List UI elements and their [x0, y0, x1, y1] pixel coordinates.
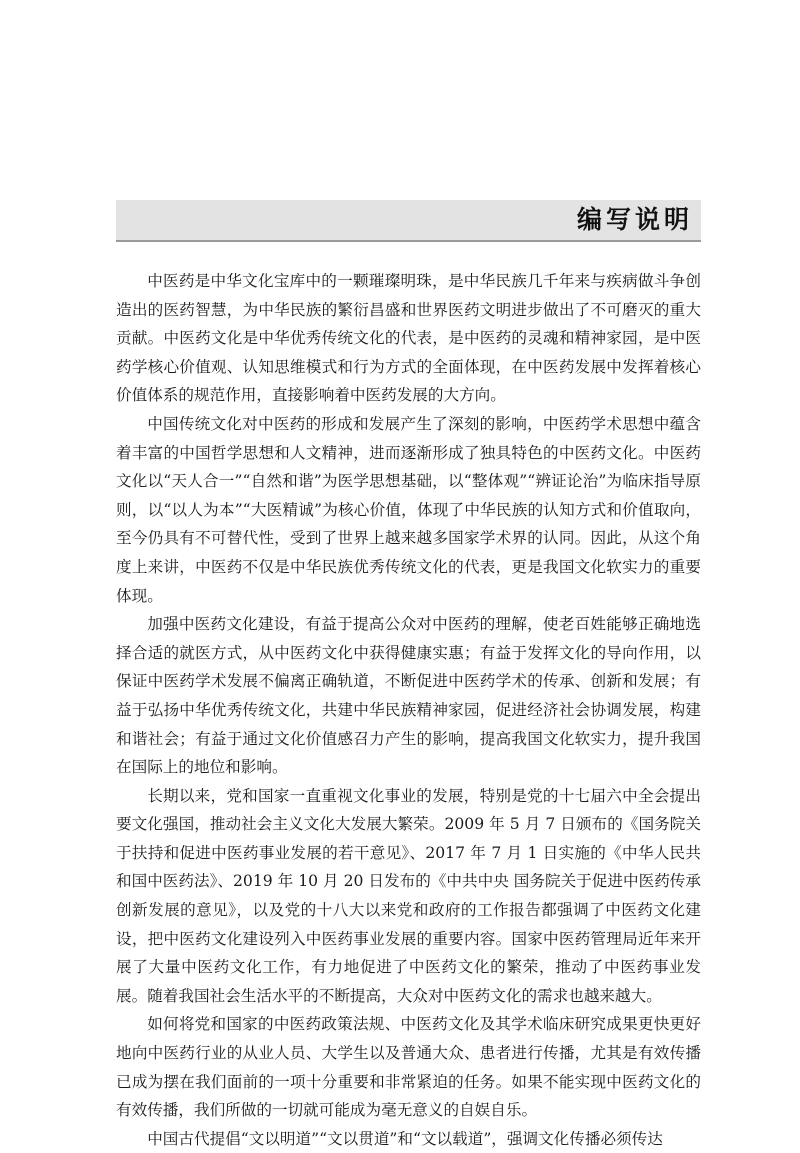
body-text	[116, 267, 701, 1153]
page-title: 编写说明	[576, 205, 693, 234]
paragraph: 如何将党和国家的中医药政策法规、中医药文化及其学术临床研究成果更快更好地向中医药行业的从业人员、大学生以及普通大众、患者进行传播，尤其是有效传播已成为摆在我们面前的一项十分重要和非常紧迫的任务。如果不能实现中医药文化的有效传播，我们所做的一切就可能成为毫无意义的自娱自乐。	[116, 1015, 701, 1120]
paragraph: 加强中医药文化建设，有益于提高公众对中医药的理解，使老百姓能够正确地选择合适的就医方式，从中医药文化中获得健康实惠；有益于发挥文化的导向作用，以保证中医药学术发展不偏离正确轨道，不断促进中医药学术的传承、创新和发展；有益于弘扬中华优秀传统文化，共建中华民族精神家园，促进经济社会协调发展，构建和谐社会；有益于通过文化价值感召力产生的影响，提高我国文化软实力，提升我国在国际上的地位和影响。	[116, 615, 701, 777]
paragraph: 中国古代提倡“文以明道”“文以贯道”和“文以载道”，强调文化传播必须传达	[147, 1129, 663, 1148]
heading-bar	[116, 200, 701, 242]
paragraph: 中国传统文化对中医药的形成和发展产生了深刻的影响，中医药学术思想中蕴含着丰富的中国哲学思想和人文精神，进而逐渐形成了独具特色的中医药文化。中医药文化以“天人合一”“自然和谐”为医学思想基础，以“整体观”“辨证论治”为临床指导原则，以“以人为本”“大医精诚”为核心价值，体现了中华民族的认知方式和价值取向，至今仍具有不可替代性，受到了世界上越来越多国家学术界的认同。因此，从这个角度上来讲，中医药不仅是中华民族优秀传统文化的代表，更是我国文化软实力的重要体现。	[116, 414, 701, 605]
paragraph: 长期以来，党和国家一直重视文化事业的发展，特别是党的十七届六中全会提出要文化强国，推动社会主义文化大发展大繁荣。2009 年 5 月 7 日颁布的《国务院关于扶持和促进中医药事业发展的若干意见》、2017 年 7 月 1 日实施的《中华人民共和国中医药法》、2019 年 10 月 20 日发布的《中共中央 国务院关于促进中医药传承创新发展的意见》，以及党的十八大以来党和政府的工作报告都强调了中医药文化建设，把中医药文化建设列入中医药事业发展的重要内容。国家中医药管理局近年来开展了大量中医药文化工作，有力地促进了中医药文化的繁荣，推动了中医药事业发展。随着我国社会生活水平的不断提高，大众对中医药文化的需求也越来越大。	[116, 786, 701, 1005]
paragraph: 中医药是中华文化宝库中的一颗璀璨明珠，是中华民族几千年来与疾病做斗争创造出的医药智慧，为中华民族的繁衍昌盛和世界医药文明进步做出了不可磨灭的重大贡献。中医药文化是中华优秀传统文化的代表，是中医药的灵魂和精神家园，是中医药学核心价值观、认知思维模式和行为方式的全面体现，在中医药发展中发挥着核心价值体系的规范作用，直接影响着中医药发展的大方向。	[116, 272, 701, 405]
